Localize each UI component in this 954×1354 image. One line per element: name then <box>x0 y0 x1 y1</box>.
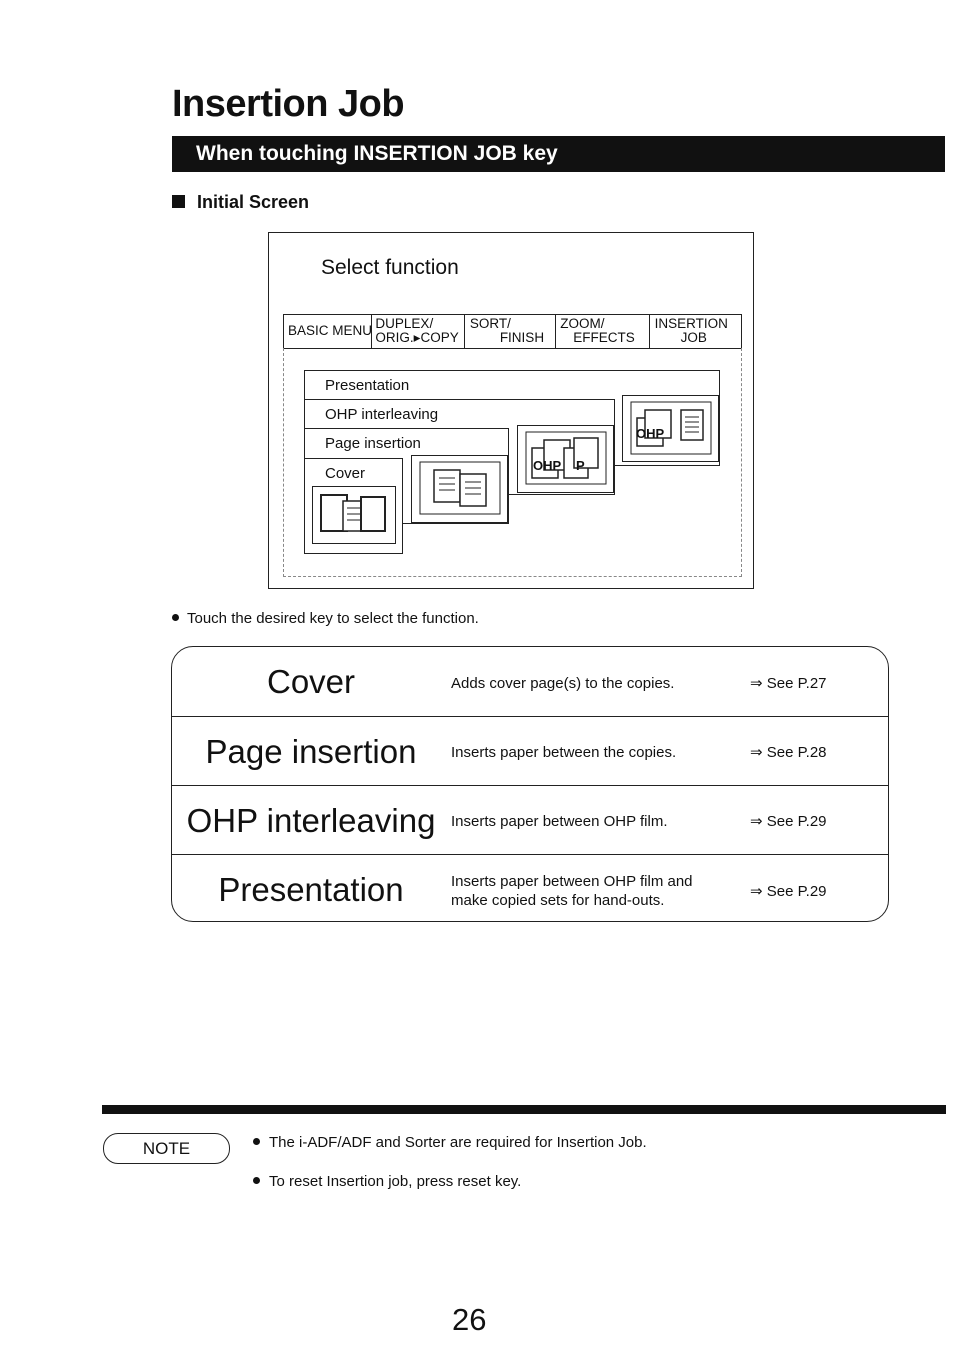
bullet-icon <box>253 1177 260 1184</box>
function-row-cover <box>172 647 888 715</box>
cover-icon-box <box>312 486 396 544</box>
subheading-text: Initial Screen <box>197 192 310 212</box>
tab-label: BASIC MENU <box>288 323 373 338</box>
tab-insertion-job[interactable] <box>650 315 741 348</box>
tab-zoom-effects[interactable] <box>556 315 649 348</box>
section-heading-bar <box>172 136 945 172</box>
function-row-page-insertion <box>172 716 888 785</box>
bullet-icon <box>253 1138 260 1145</box>
cover-page-icon <box>313 487 393 541</box>
ohp-presentation-icon <box>623 396 716 459</box>
cover-key-label: Cover <box>325 465 366 482</box>
tab-label-line1: SORT/ <box>469 316 511 331</box>
ohp-interleaving-key-label: OHP interleaving <box>325 406 439 423</box>
ohp-interleave-icon <box>518 426 611 490</box>
function-name: Presentation <box>218 871 404 908</box>
ohp-interleaving-icon-box <box>517 425 614 493</box>
function-name: OHP interleaving <box>186 802 436 839</box>
function-description-line1: Inserts paper between OHP film and <box>451 873 693 890</box>
icon-ohp-text: OHP <box>533 458 562 473</box>
tab-label-line2: JOB <box>680 330 707 345</box>
icon-p-text: P <box>576 458 585 473</box>
tab-sort-finish[interactable] <box>465 315 556 348</box>
section-heading: When touching INSERTION JOB key <box>196 142 558 165</box>
tab-basic-menu[interactable] <box>284 315 372 348</box>
page-reference: ⇒ See P.29 <box>750 813 827 830</box>
function-table <box>171 646 889 922</box>
subheading <box>172 190 309 214</box>
function-tab-row <box>283 314 742 349</box>
page-reference: ⇒ See P.29 <box>750 883 827 900</box>
tab-label-line1: ZOOM/ <box>560 316 605 331</box>
square-bullet-icon <box>172 195 185 208</box>
note-item-text: To reset Insertion job, press reset key. <box>269 1173 522 1190</box>
tab-label-line1: DUPLEX/ <box>375 316 434 331</box>
function-description: Inserts paper between OHP film. <box>451 813 668 830</box>
instruction-text: Touch the desired key to select the function. <box>187 610 479 627</box>
page-reference: ⇒ See P.28 <box>750 744 827 761</box>
function-row-ohp-interleaving <box>172 785 888 854</box>
screen-title: Select function <box>321 256 459 279</box>
tab-label-line1: INSERTION <box>654 316 728 331</box>
note-badge: NOTE <box>103 1133 230 1164</box>
note-item-text: The i-ADF/ADF and Sorter are required for Insertion Job. <box>269 1134 647 1151</box>
tab-label-line2: FINISH <box>499 330 545 345</box>
note-item <box>253 1134 647 1152</box>
icon-ohp-text: OHP <box>636 426 665 441</box>
page-title: Insertion Job <box>172 83 405 125</box>
function-name: Page insertion <box>205 733 417 770</box>
presentation-key-label: Presentation <box>325 377 410 394</box>
tab-label-line2: ORIG.▸COPY <box>375 330 459 345</box>
function-description-line2: make copied sets for hand-outs. <box>451 892 665 909</box>
function-row-presentation <box>172 854 888 922</box>
page-insertion-key-label: Page insertion <box>325 435 421 452</box>
page-insertion-icon <box>412 456 505 520</box>
presentation-icon-box <box>622 395 719 462</box>
page-reference: ⇒ See P.27 <box>750 675 827 692</box>
bullet-icon <box>172 614 179 621</box>
function-description: Adds cover page(s) to the copies. <box>451 675 675 692</box>
function-description: Inserts paper between the copies. <box>451 744 677 761</box>
tab-duplex-orig-copy[interactable] <box>372 315 464 348</box>
note-item <box>253 1173 521 1191</box>
instruction-line <box>172 610 479 628</box>
function-name: Cover <box>266 663 356 700</box>
tab-label-line2: EFFECTS <box>573 330 635 345</box>
page-number: 26 <box>452 1302 487 1337</box>
page-insertion-icon-box <box>411 455 508 523</box>
section-rule <box>102 1105 946 1114</box>
